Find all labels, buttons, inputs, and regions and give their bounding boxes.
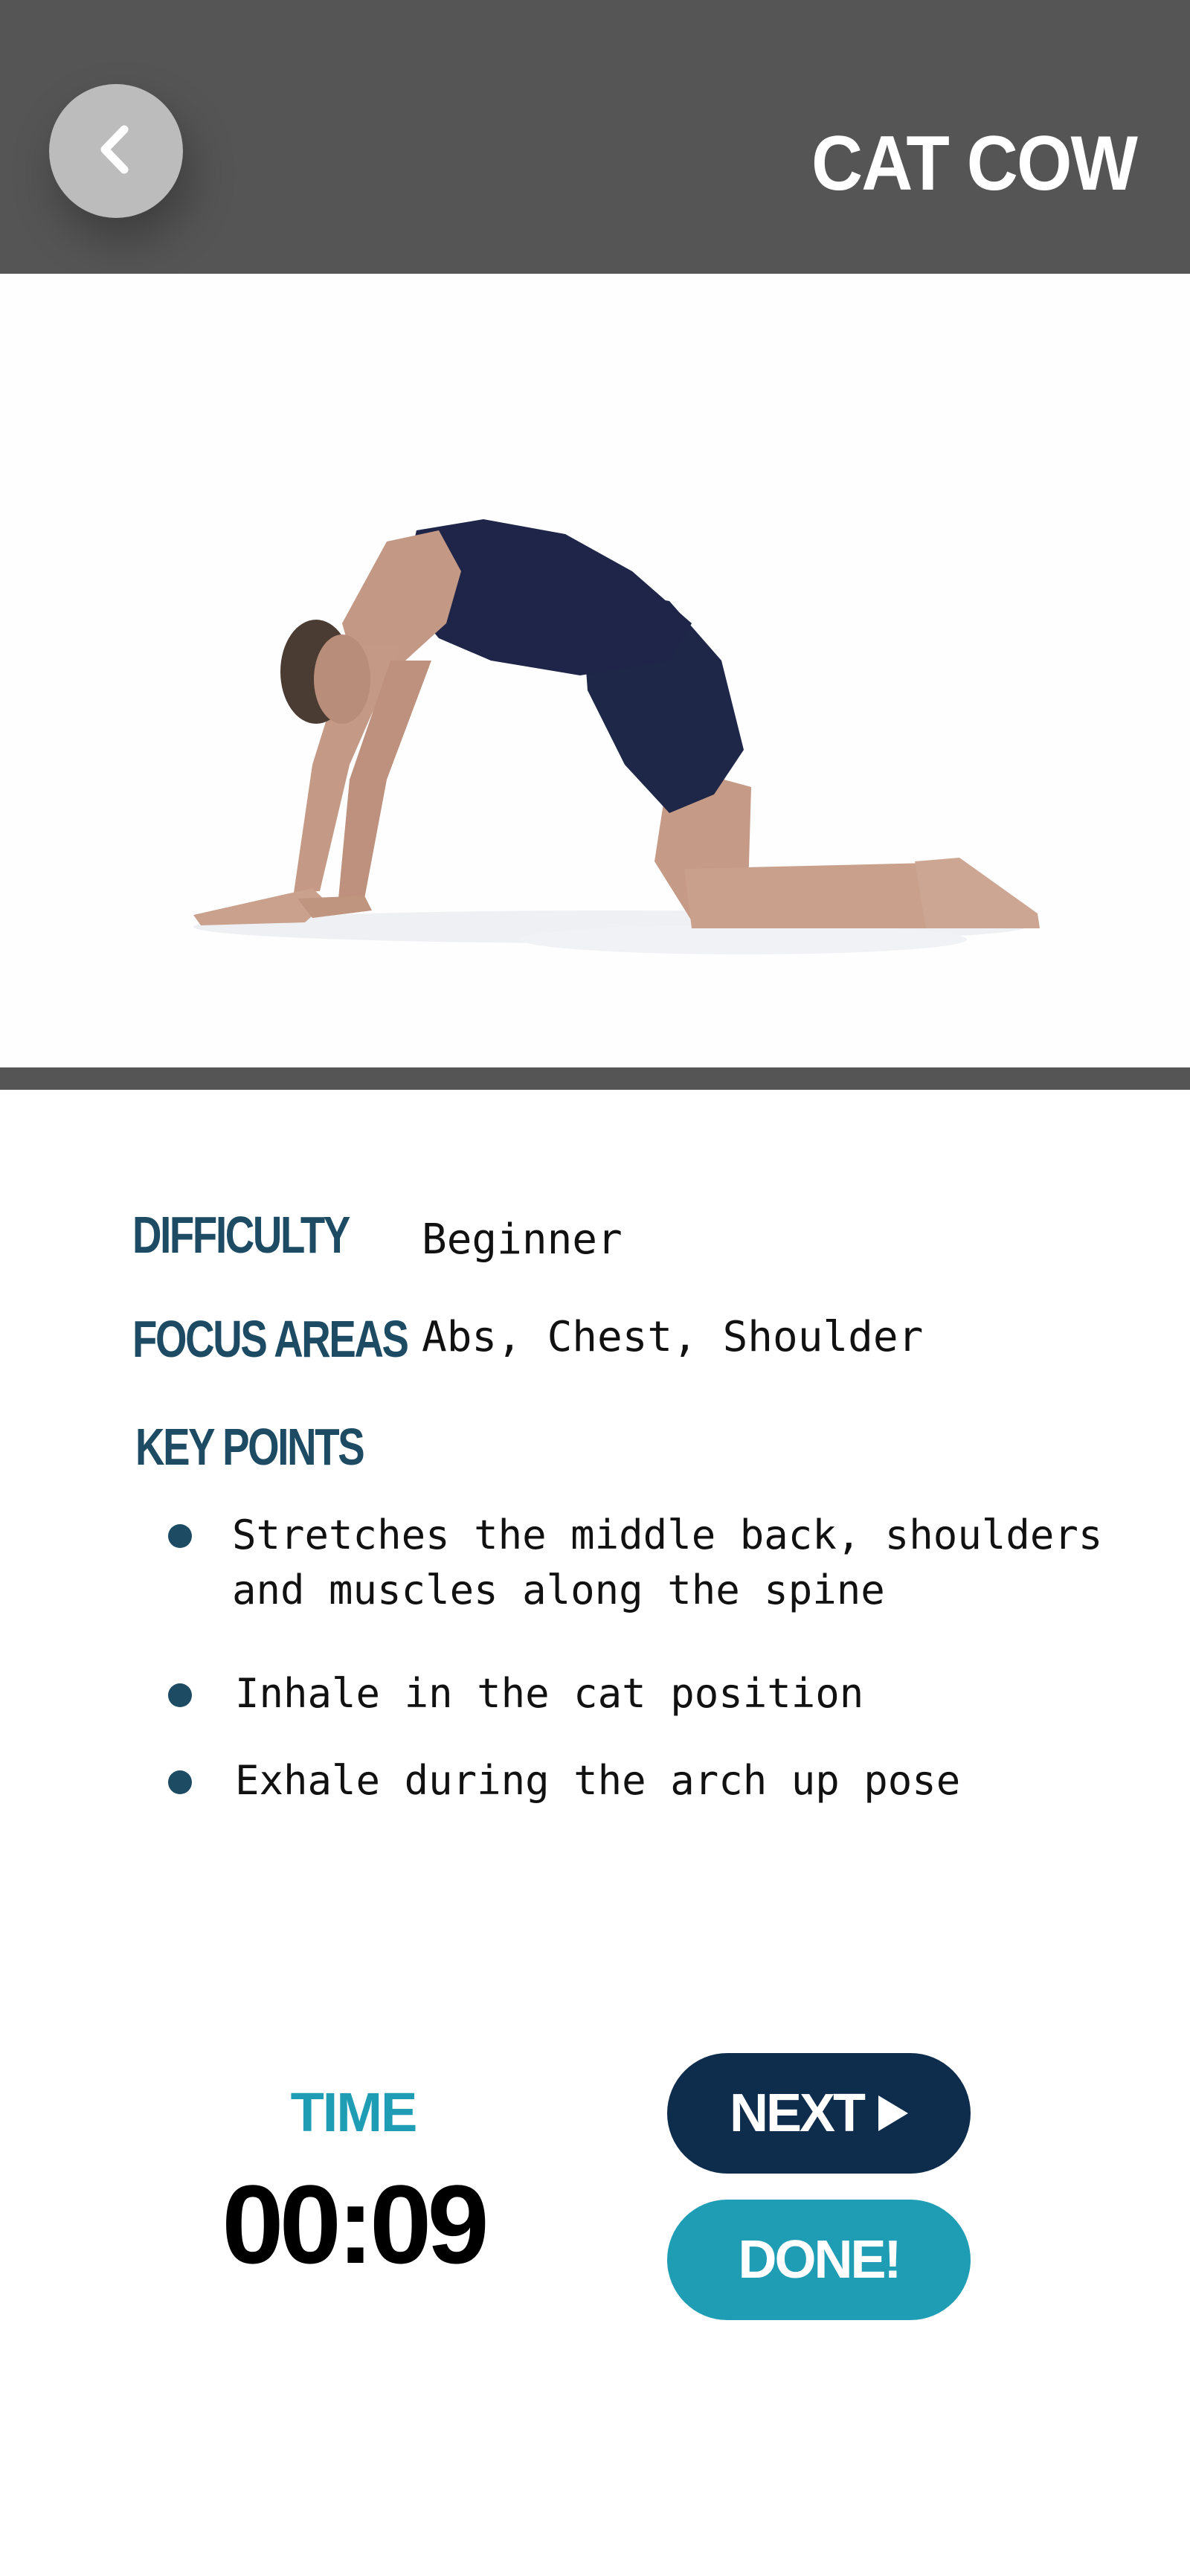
done-button-label: DONE!: [738, 2230, 900, 2290]
back-button[interactable]: [49, 84, 183, 218]
next-button[interactable]: [667, 2053, 971, 2174]
play-icon: [878, 2095, 908, 2131]
key-point-text: Stretches the middle back, shoulders and muscles along the spine: [232, 1512, 1103, 1613]
focus-areas-value: Abs, Chest, Shoulder: [422, 1313, 924, 1361]
key-points-label: KEY POINTS: [135, 1418, 364, 1476]
key-point-text: Exhale during the arch up pose: [235, 1757, 961, 1804]
chevron-left-icon: [89, 122, 144, 180]
difficulty-value: Beginner: [422, 1215, 623, 1264]
timer-display: 00:09: [222, 2162, 485, 2287]
key-point-text: Inhale in the cat position: [235, 1670, 864, 1717]
bullet-icon: [168, 1524, 192, 1548]
exercise-image: [0, 274, 1190, 1067]
done-button[interactable]: [667, 2200, 971, 2320]
next-button-label: NEXT: [729, 2084, 864, 2143]
page-title: CAT COW: [811, 121, 1136, 207]
bullet-icon: [168, 1770, 192, 1794]
image-divider: [0, 1067, 1190, 1090]
focus-areas-label: FOCUS AREAS: [132, 1310, 408, 1368]
cat-cow-pose-figure: [0, 274, 1190, 1067]
difficulty-label: DIFFICULTY: [132, 1206, 350, 1264]
time-label: TIME: [290, 2081, 416, 2143]
header-bar: [0, 0, 1190, 274]
bullet-icon: [168, 1683, 192, 1707]
